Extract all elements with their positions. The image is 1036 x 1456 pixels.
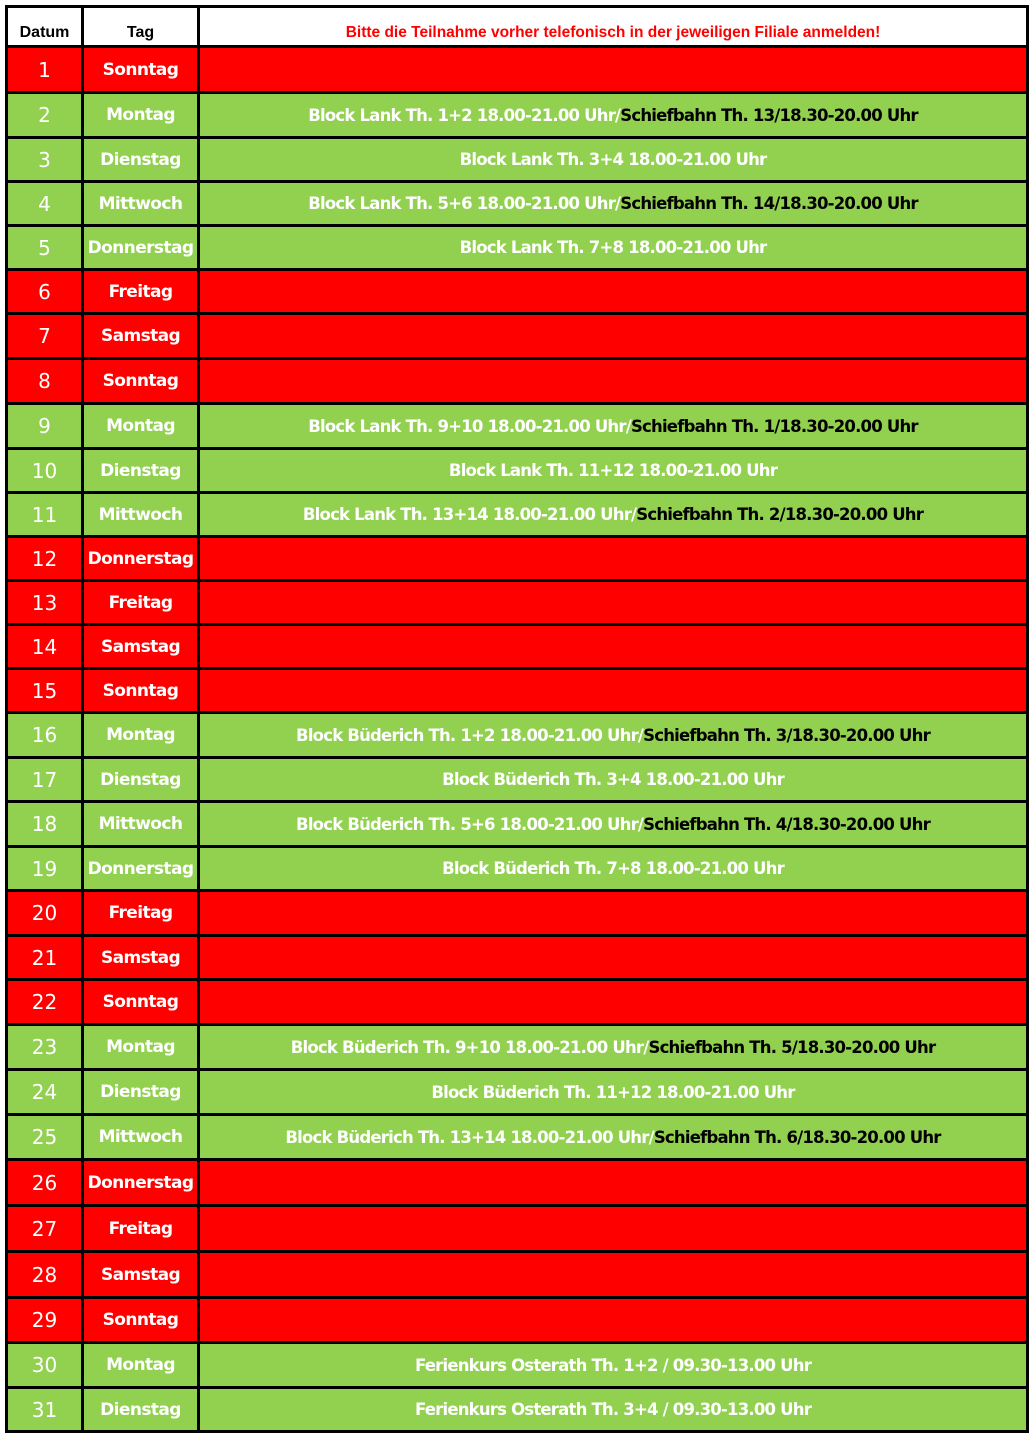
event-main-text: Block Lank Th. 7+8 18.00-21.00 Uhr [459,238,767,257]
table-row [7,669,1028,713]
table-row [7,47,1028,93]
weekday-cell: Sonntag [83,1298,199,1343]
event-main-text: Block Lank Th. 1+2 18.00-21.00 Uhr/ [308,105,621,125]
event-main-text: Ferienkurs Osterath Th. 1+2 / 09.30-13.00 Uhr [414,1355,812,1375]
weekday-cell: Donnerstag [83,1160,199,1206]
table-row [7,1298,1028,1343]
date-cell: 1 [7,47,83,93]
table-row [7,625,1028,669]
event-main-text: Block Lank Th. 9+10 18.00-21.00 Uhr/ [308,416,631,436]
event-cell [199,802,1028,847]
weekday-cell: Dienstag [83,138,199,182]
table-row [7,802,1028,847]
event-main-text: Block Lank Th. 3+4 18.00-21.00 Uhr [459,150,767,169]
weekday-cell: Samstag [83,1252,199,1298]
date-cell: 26 [7,1160,83,1206]
event-cell [199,270,1028,314]
event-main-text: Block Büderich Th. 7+8 18.00-21.00 Uhr [442,859,784,878]
event-main-text: Block Lank Th. 5+6 18.00-21.00 Uhr/ [308,194,621,213]
weekday-cell: Montag [83,1343,199,1388]
date-cell: 23 [7,1025,83,1070]
event-cell [199,93,1028,138]
registration-notice: Bitte die Teilnahme vorher telefonisch in der jeweiligen Filiale anmelden! [199,7,1028,47]
table-row [7,226,1028,270]
event-extra-text: Schiefbahn Th. 1/18.30-20.00 Uhr [630,416,918,436]
date-cell: 9 [7,404,83,449]
date-cell: 4 [7,182,83,226]
date-cell: 14 [7,625,83,669]
event-extra-text: Schiefbahn Th. 4/18.30-20.00 Uhr [643,814,930,834]
table-row [7,1160,1028,1206]
date-cell: 29 [7,1298,83,1343]
event-cell [199,182,1028,226]
event-cell [199,449,1028,493]
table-row [7,404,1028,449]
date-cell: 28 [7,1252,83,1298]
event-main-text: Block Büderich Th. 1+2 18.00-21.00 Uhr/ [296,725,644,745]
event-extra-text: Schiefbahn Th. 6/18.30-20.00 Uhr [653,1127,941,1147]
weekday-cell: Sonntag [83,359,199,404]
schedule-body [7,47,1028,1432]
date-cell: 2 [7,93,83,138]
event-cell [199,669,1028,713]
date-cell: 10 [7,449,83,493]
table-row [7,138,1028,182]
date-cell: 12 [7,537,83,581]
event-cell [199,625,1028,669]
header-row [7,7,1028,47]
event-cell [199,1070,1028,1115]
event-cell [199,314,1028,359]
table-row [7,713,1028,758]
event-cell [199,758,1028,802]
date-cell: 31 [7,1388,83,1432]
event-main-text: Block Büderich Th. 11+12 18.00-21.00 Uhr [431,1082,795,1102]
date-cell: 24 [7,1070,83,1115]
weekday-cell: Freitag [83,1206,199,1252]
date-cell: 15 [7,669,83,713]
event-cell [199,138,1028,182]
date-cell: 3 [7,138,83,182]
date-cell: 18 [7,802,83,847]
event-main-text: Block Büderich Th. 3+4 18.00-21.00 Uhr [442,770,784,789]
schedule-table [5,5,1029,1433]
weekday-cell: Samstag [83,314,199,359]
weekday-cell: Freitag [83,270,199,314]
event-main-text: Block Lank Th. 13+14 18.00-21.00 Uhr/ [302,505,637,524]
event-main-text: Block Lank Th. 11+12 18.00-21.00 Uhr [448,461,778,480]
table-row [7,1025,1028,1070]
table-row [7,314,1028,359]
date-cell: 11 [7,493,83,537]
weekday-cell: Donnerstag [83,537,199,581]
date-cell: 13 [7,581,83,625]
weekday-cell: Samstag [83,625,199,669]
event-cell [199,493,1028,537]
event-main-text: Block Büderich Th. 13+14 18.00-21.00 Uhr/ [285,1127,654,1147]
table-row [7,493,1028,537]
weekday-cell: Montag [83,404,199,449]
weekday-cell: Montag [83,1025,199,1070]
table-row [7,1388,1028,1432]
weekday-cell: Donnerstag [83,226,199,270]
weekday-cell: Sonntag [83,669,199,713]
header-day: Tag [83,7,199,47]
event-cell [199,1298,1028,1343]
event-extra-text: Schiefbahn Th. 13/18.30-20.00 Uhr [620,105,918,125]
event-cell [199,1115,1028,1160]
event-cell [199,847,1028,891]
weekday-cell: Sonntag [83,980,199,1025]
date-cell: 5 [7,226,83,270]
event-cell [199,1206,1028,1252]
weekday-cell: Dienstag [83,758,199,802]
date-cell: 16 [7,713,83,758]
event-main-text: Ferienkurs Osterath Th. 3+4 / 09.30-13.00 Uhr [414,1400,812,1419]
weekday-cell: Dienstag [83,1388,199,1432]
date-cell: 17 [7,758,83,802]
weekday-cell: Dienstag [83,1070,199,1115]
date-cell: 22 [7,980,83,1025]
table-row [7,1115,1028,1160]
table-row [7,1343,1028,1388]
event-cell [199,1025,1028,1070]
event-cell [199,359,1028,404]
weekday-cell: Sonntag [83,47,199,93]
weekday-cell: Mittwoch [83,802,199,847]
date-cell: 27 [7,1206,83,1252]
table-row [7,936,1028,980]
event-cell [199,581,1028,625]
weekday-cell: Mittwoch [83,1115,199,1160]
date-cell: 20 [7,891,83,936]
date-cell: 7 [7,314,83,359]
event-extra-text: Schiefbahn Th. 14/18.30-20.00 Uhr [620,194,918,213]
event-cell [199,891,1028,936]
table-row [7,537,1028,581]
event-extra-text: Schiefbahn Th. 2/18.30-20.00 Uhr [636,505,924,524]
event-cell [199,1343,1028,1388]
table-row [7,1070,1028,1115]
event-extra-text: Schiefbahn Th. 3/18.30-20.00 Uhr [643,725,930,745]
date-cell: 30 [7,1343,83,1388]
header-date: Datum [7,7,83,47]
date-cell: 19 [7,847,83,891]
weekday-cell: Montag [83,713,199,758]
table-row [7,270,1028,314]
event-cell [199,1388,1028,1432]
table-row [7,359,1028,404]
event-cell [199,713,1028,758]
event-cell [199,226,1028,270]
event-main-text: Block Büderich Th. 5+6 18.00-21.00 Uhr/ [296,814,644,834]
table-row [7,1252,1028,1298]
event-cell [199,47,1028,93]
weekday-cell: Freitag [83,581,199,625]
date-cell: 21 [7,936,83,980]
table-row [7,93,1028,138]
date-cell: 8 [7,359,83,404]
date-cell: 6 [7,270,83,314]
table-row [7,891,1028,936]
weekday-cell: Mittwoch [83,182,199,226]
weekday-cell: Montag [83,93,199,138]
table-row [7,847,1028,891]
weekday-cell: Donnerstag [83,847,199,891]
table-row [7,449,1028,493]
weekday-cell: Freitag [83,891,199,936]
event-cell [199,980,1028,1025]
table-row [7,1206,1028,1252]
table-row [7,758,1028,802]
date-cell: 25 [7,1115,83,1160]
table-row [7,980,1028,1025]
event-cell [199,1252,1028,1298]
weekday-cell: Dienstag [83,449,199,493]
table-row [7,182,1028,226]
event-cell [199,1160,1028,1206]
weekday-cell: Mittwoch [83,493,199,537]
event-main-text: Block Büderich Th. 9+10 18.00-21.00 Uhr/ [290,1037,649,1057]
event-extra-text: Schiefbahn Th. 5/18.30-20.00 Uhr [648,1037,936,1057]
table-row [7,581,1028,625]
event-cell [199,537,1028,581]
event-cell [199,936,1028,980]
event-cell [199,404,1028,449]
weekday-cell: Samstag [83,936,199,980]
